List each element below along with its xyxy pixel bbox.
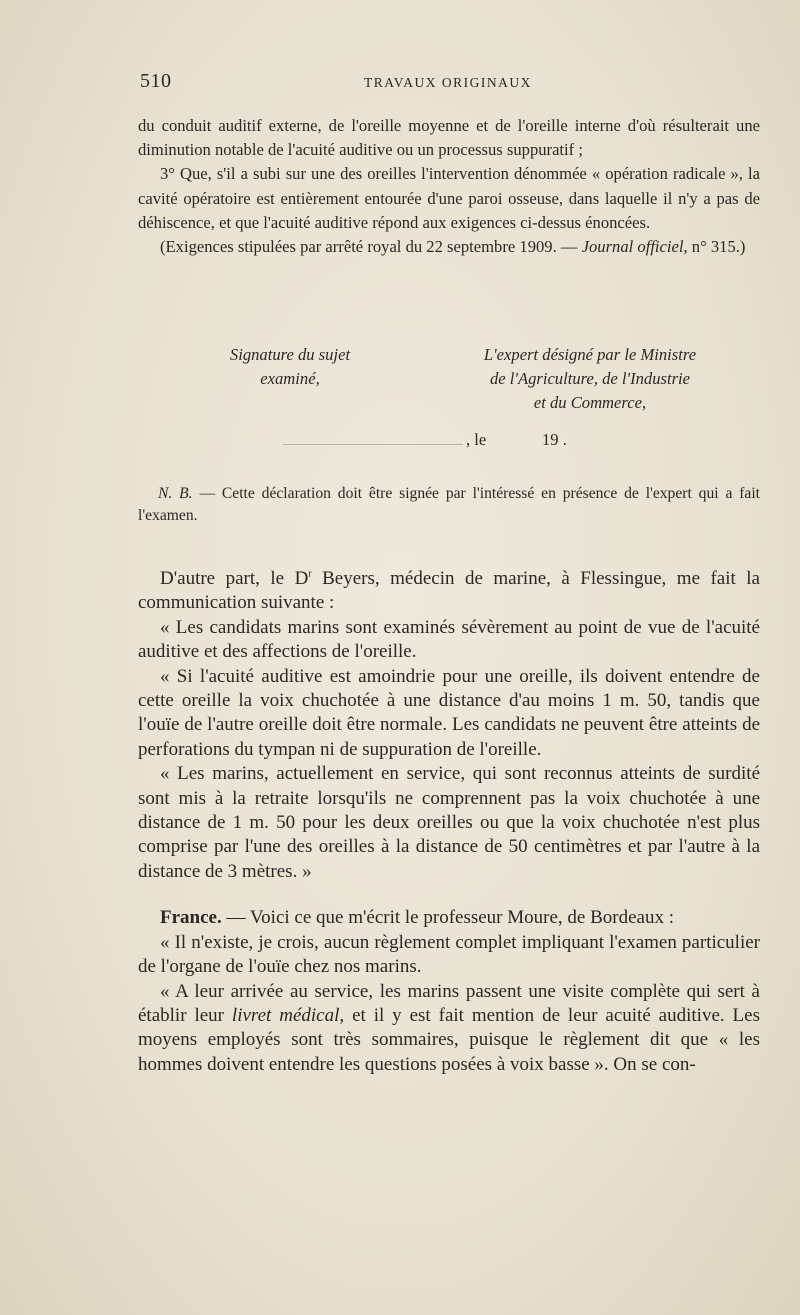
main-text xyxy=(138,567,760,1077)
paragraph-candidates: « Les candidats marins sont examinés sévèrement au point de vue de l'acuité auditive et des affections de l'oreille. xyxy=(138,616,760,663)
expert-signature-line3: et du Commerce, xyxy=(533,393,647,412)
declaration-text xyxy=(138,114,760,259)
page-header xyxy=(140,70,760,100)
paragraph-beyers: D'autre part, le $D^r$ Beyers, médecin de marine, à Flessingue, me fait la communication suivante : xyxy=(138,568,760,614)
nb-label: N. B. xyxy=(158,485,193,502)
date-year: 19 . xyxy=(542,430,567,449)
paragraph-royal-decree xyxy=(138,235,760,259)
running-title: TRAVAUX ORIGINAUX xyxy=(364,75,532,90)
nb-text: — Cette déclaration doit être signée par l'intéressé en présence de l'expert qui a fait l'examen. xyxy=(138,485,761,524)
blank-place-line xyxy=(283,444,463,445)
journal-number: n° 315.) xyxy=(691,237,746,257)
paragraph-no-regulation: « Il n'existe, je crois, aucun règlement complet impliquant l'examen particulier de l'organe de l'ouïe chez nos marins. xyxy=(138,931,760,978)
page-number: 510 xyxy=(140,70,172,92)
paragraph-active-sailors: « Les marins, actuellement en service, qui sont reconnus atteints de surdité sont mis à la retraite lorsqu'ils ne comprennent pas la voix chuchotée à une distance de 1 m. 50 pour les deux oreilles ou que la voix chuchotée n'est plus comprise par l'une des oreilles à la distance de 50 centimètres et par l'autre à la distance de 3 mètres. » xyxy=(138,763,760,882)
doctor-superscript: r xyxy=(308,568,312,580)
decree-text: (Exigences stipulées par arrêté royal du 22 septembre 1909. — xyxy=(160,237,578,257)
expert-signature-line2: de l'Agriculture, de l'Industrie xyxy=(489,369,691,388)
livret-medical: livret médical, xyxy=(231,1004,345,1026)
journal-title: Journal officiel, xyxy=(581,237,688,257)
paragraph-arrival: « A leur arrivée au service, les marins passent une visite complète qui sert à établir leur livret médical, et il y est fait mention de leur acuité auditive. Les moyens employés sont très sommaires, puisque le règlement dit que « les hommes doivent entendre les questions posées à voix basse ». On se con- xyxy=(138,980,760,1075)
expert-signature-block xyxy=(420,343,760,415)
section-france: France. xyxy=(160,907,222,929)
paragraph-radical-operation: 3° Que, s'il a subi sur une des oreilles l'intervention dénommée « opération radicale », la cavité opératoire est entièrement entourée d'une paroi osseuse, dans laquelle il n'y a pas de déhiscence, et que l'acuité auditive répond aux exigences ci-dessus énoncées. xyxy=(138,164,760,232)
subject-signature-block xyxy=(180,343,400,391)
subject-signature-line1: Signature du sujet xyxy=(229,345,351,364)
subject-signature-line2: examiné, xyxy=(260,369,320,388)
expert-signature-line1: L'expert désigné par le Ministre xyxy=(483,345,697,364)
date-le: , le xyxy=(466,430,487,449)
paragraph-france: France. — Voici ce que m'écrit le professeur Moure, de Bordeaux : xyxy=(160,907,674,929)
paragraph-hearing-condition: du conduit auditif externe, de l'oreille moyenne et de l'oreille interne d'où résulterait une diminution notable de l'acuité auditive ou un processus suppuratif ; xyxy=(138,116,760,160)
date-line xyxy=(138,430,760,454)
paragraph-acuity: « Si l'acuité auditive est amoindrie pour une oreille, ils doivent entendre de cette oreille la voix chuchotée à une distance d'au moins 1 m. 50, tandis que l'ouïe de l'autre oreille doit être normale. Les candidats ne peuvent être atteints de perforations du tympan ni de suppuration de l'oreille. xyxy=(138,665,760,760)
footnote-nb xyxy=(138,483,760,527)
